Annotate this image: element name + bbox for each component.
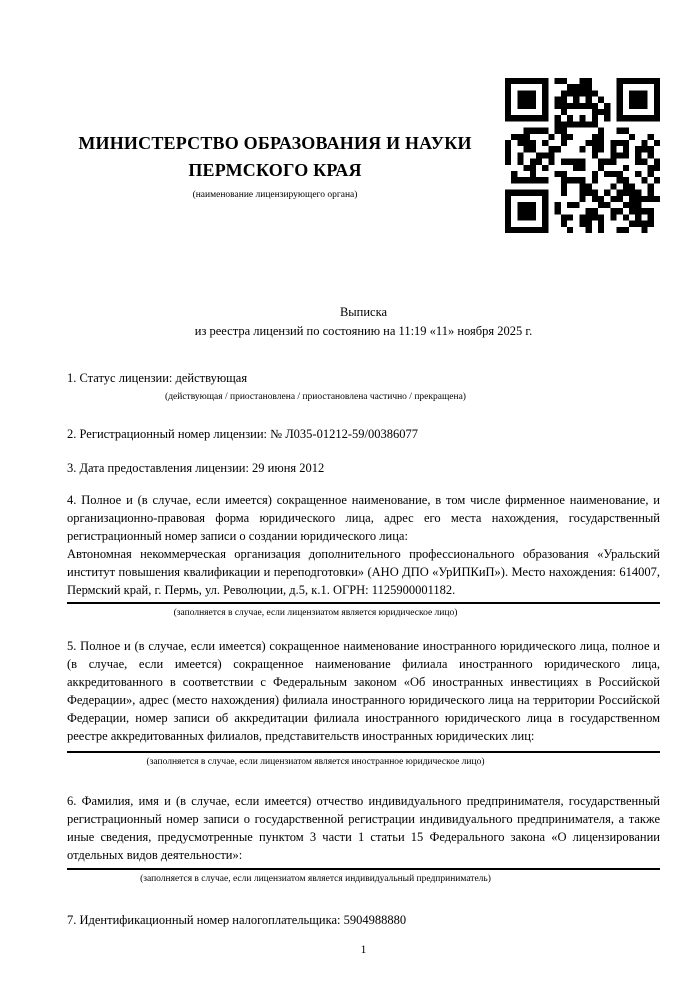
item-6-individual-entrepreneur-section xyxy=(67,792,660,885)
qr-code-image xyxy=(505,78,660,233)
ministry-name-line1: МИНИСТЕРСТВО ОБРАЗОВАНИЯ И НАУКИ xyxy=(78,133,472,153)
item-5-question: 5. Полное и (в случае, если имеется) сокращенное наименование иностранного юридического лица, полное и (в случае, если имеется) сокращенное наименование филиала иностранного юридического лица, аккредитованного в соответствии с Федеральным законом «Об иностранных инвестициях в Российской Федерации», адрес (место нахождения) филиала иностранного юридического лица на территории Российской Федерации, номер записи об аккредитации филиала иностранного юридического лица в государственном реестре аккредитованных филиалов, представительств иностранных юридических лиц: xyxy=(67,639,660,743)
item-5-caption: (заполняется в случае, если лицензиатом является иностранное юридическое лицо) xyxy=(146,757,485,767)
item-4-caption: (заполняется в случае, если лицензиатом является юридическое лицо) xyxy=(173,608,458,618)
item-4-answer: Автономная некоммерческая организация дополнительного профессионального образования «Уральский институт повышения квалификации и переподготовки» (АНО ДПО «УрИПКиП»). Место нахождения: 614007, Пермский край, г. Пермь, ул. Революции, д.5, к.1. ОГРН: 1125900001182. xyxy=(67,547,660,597)
item-1-license-status: 1. Статус лицензии: действующая xyxy=(67,371,248,385)
licensing-authority-caption: (наименование лицензирующего органа) xyxy=(192,190,358,200)
ministry-name-line2: ПЕРМСКОГО КРАЯ xyxy=(188,160,362,180)
item-6-question: 6. Фамилия, имя и (в случае, если имеется) отчество индивидуального предпринимателя, государственный регистрационный номер записи о государственной регистрации индивидуального предпринимателя, а также иные сведения, предусмотренные пунктом 3 части 1 статьи 15 Федерального закона «О лицензировании отдельных видов деятельности»: xyxy=(67,794,660,862)
item-3-grant-date: 3. Дата предоставления лицензии: 29 июня 2012 xyxy=(67,461,325,475)
document-title-line1: Выписка xyxy=(339,305,388,319)
licensing-authority-block xyxy=(67,78,483,201)
item-4-question: 4. Полное и (в случае, если имеется) сокращенное наименование, в том числе фирменное наименование, и организационно-правовая форма юридического лица, адрес его места нахождения, государственный регистрационный номер записи о создании юридического лица: xyxy=(67,493,660,543)
item-4-legal-entity-section xyxy=(67,491,660,619)
page-number: 1 xyxy=(360,944,367,956)
item-5-foreign-entity-section xyxy=(67,637,660,768)
item-7-taxpayer-id: 7. Идентификационный номер налогоплательщика: 5904988880 xyxy=(67,913,407,927)
document-title xyxy=(67,303,660,341)
item-6-fill-line xyxy=(67,868,660,870)
qr-code xyxy=(505,78,660,233)
document-header xyxy=(67,0,660,233)
item-4-fill-line xyxy=(67,602,660,604)
item-2-registration-number: 2. Регистрационный номер лицензии: № Л035-01212-59/00386077 xyxy=(67,427,418,441)
document-title-line2: из реестра лицензий по состоянию на 11:19 «11» ноября 2025 г. xyxy=(194,324,533,338)
item-5-fill-line xyxy=(67,751,660,753)
item-6-caption: (заполняется в случае, если лицензиатом является индивидуальный предприниматель) xyxy=(140,874,491,884)
item-1-status-options-caption: (действующая / приостановлена / приостановлена частично / прекращена) xyxy=(165,392,466,402)
